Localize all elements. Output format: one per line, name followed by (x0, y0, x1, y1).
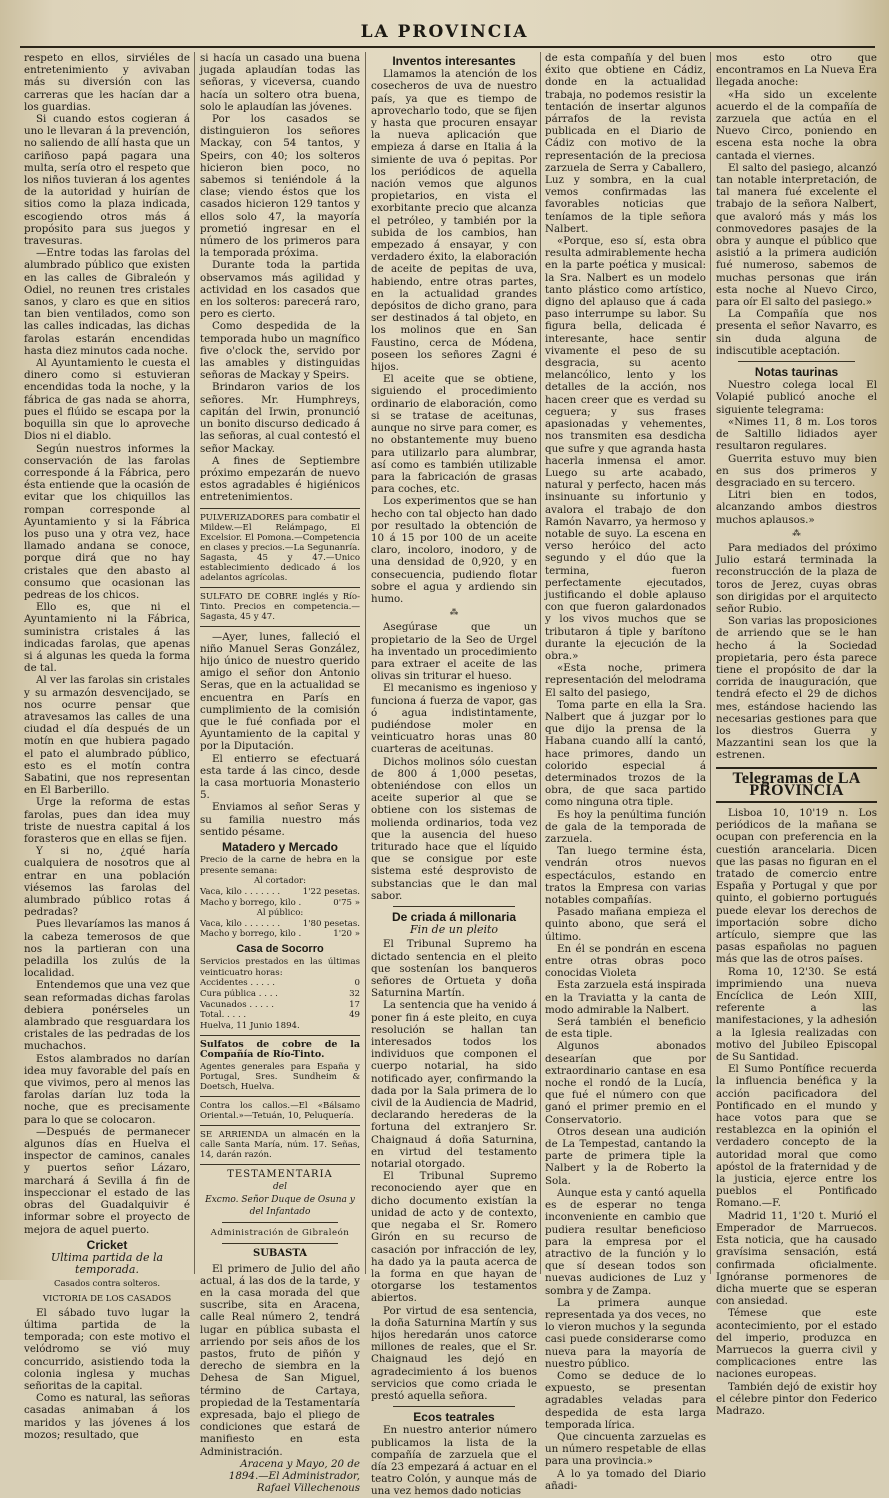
paragraph: Estos alambrados no darían idea muy favorable del país en que vivimos, pero al menos las farolas darían luz toda la noche, que es precisamente para lo que se colocaron. (24, 1052, 190, 1126)
row-value: 17 (349, 999, 360, 1010)
row-value: 49 (349, 1010, 360, 1021)
section-subheading: Ultima partida de la temporada. (50, 1250, 164, 1277)
advertisement: Contra los callos.—El «Bálsamo Oriental.»—Tetuán, 10, Peluquería. (200, 1101, 360, 1122)
column-2 (200, 52, 361, 1495)
section-heading-matadero: Matadero y Mercado (221, 839, 339, 854)
section-subheading: Fin de un pleito (409, 923, 499, 937)
divider (222, 1222, 338, 1223)
advertisement-title: Sulfatos de cobre de la Compañía de Río-Tinto. (200, 1039, 360, 1061)
services-table (200, 957, 360, 1031)
paragraph: —Después de permanecer algunos días en Huelva el inspector de caminos, canales y puertos señor Lázaro, marchará á Sevilla á fin de inspeccionar el estado de las obras del Guadalquivir é informar sobre el proyecto de mejora de aquel puerto. (24, 1125, 190, 1236)
paragraph: El sábado tuvo lugar la última partida de la temporada; con este motivo el velódromo se vió muy concurrido, asistiendo toda la colonia inglesa y muchas señoritas de la capital. (24, 1306, 190, 1392)
paragraph: Enviamos al señor Seras y su familia nuestro más sentido pésame. (200, 801, 360, 838)
column-divider (710, 52, 711, 1274)
paragraph: «Ha sido un excelente acuerdo el de la compañía de zarzuela que actúa en el Nuevo Circo, poniendo en escena esta noche la obra cantada el viernes. (716, 88, 877, 162)
row-label: Total. . . . . (200, 1010, 247, 1021)
table-group-label: Al cortador: (253, 876, 307, 887)
paragraph: Al Ayuntamiento le cuesta el dinero como si estuvieran encendidas toda la noche, y la fábrica de gas nada se ahorra, pues el flúido se escapa por la boquilla sin que lo aproveche Dios ni el diablo. (24, 357, 190, 443)
divider (200, 508, 360, 509)
date-line: Huelva, 11 Junio 1894. (200, 1020, 300, 1031)
notice-heading: SUBASTA (252, 1248, 308, 1260)
paragraph: Toma parte en ella la Sra. Nalbert que á juzgar por lo que dijo la prensa de la Habana cuando allí la cantó, hace primores, dando un colorido especial á determinados trozos de la obra, de que saca partido como ninguna otra tiple. (545, 698, 706, 809)
paragraph: Como se deduce de lo expuesto, se presentan agradables veladas para despedida de esta larga temporada lírica. (545, 1369, 706, 1431)
table-row (200, 898, 360, 909)
divider (738, 361, 855, 362)
signature-line: Aracena y Mayo, 20 de 1894.—El Administrador, Rafael Villechenous (228, 1457, 360, 1495)
row-value: 0 (354, 978, 360, 989)
section-subheading: Casados contra solteros. (53, 1279, 161, 1290)
advertisement: SE ARRIENDA un almacén en la calle Santa María, núm. 17. Señas, 14, darán razón. (200, 1130, 360, 1161)
notice-subtitle: Excmo. Señor Duque de Osuna y del Infantado (205, 1194, 355, 1217)
divider (393, 1406, 515, 1407)
divider (200, 1096, 360, 1097)
table-row (200, 978, 360, 989)
advertisement (200, 1040, 360, 1060)
paragraph: Si cuando estos cogieran á uno le llevaran á la prevención, no saliendo de allí hasta que un cariñoso papá pagara una multa, sería otro el respeto que los niños tuvieran á los agentes de la autoridad y huirían de sitios como la plaza indicada, escogiendo otros más á propósito para sus juegos y travesuras. (24, 113, 190, 248)
column-divider (365, 52, 366, 1274)
separator-stars: ⁂ (792, 528, 801, 539)
paragraph: Como despedida de la temporada hubo un magnífico five o'clock the, servido por las amables y distinguidas señoras de Mackay y Speirs. (200, 320, 360, 382)
row-value: 1'20 » (333, 929, 360, 940)
section-heading-socorro: Casa de Socorro (236, 942, 324, 955)
paragraph: mos esto otro que encontramos en La Nueva Era llegada anoche: (716, 52, 877, 89)
paragraph: Asegúrase que un propietario de la Seo de Urgel ha inventado un procedimiento para extraer el aceite de las olivas sin triturar el hueso. (371, 621, 537, 683)
row-value: 32 (349, 988, 360, 999)
paragraph: Madrid 11, 1'20 t. Murió el Emperador de Marruecos. Esta noticia, que ha causado gravísima sensación, está confirmada oficialmente. Ignóranse pormenores de dicha muerte que se esperan con ansiedad. (716, 1209, 877, 1308)
divider (200, 1035, 360, 1036)
paragraph: Que cincuenta zarzuelas es un número respetable de ellas para una provincia.» (545, 1430, 706, 1468)
paragraph: Pues llevaríamos las manos á la cabeza temerosos de que nos la partieran con una peladilla los zulús de la localidad. (24, 918, 190, 980)
separator-stars: ⁂ (449, 608, 459, 619)
paragraph: Roma 10, 12'30. Se está imprimiendo una nueva Encíclica de León XIII, referente a las manifestaciones, y la adhesión a la Iglesia realizadas con motivo del Jubileo Episcopal de Su Santidad. (716, 965, 877, 1064)
paragraph: Esta zarzuela está inspirada en la Traviatta y la canta de modo admirable la Nalbert. (545, 979, 706, 1016)
divider (200, 1125, 360, 1126)
column-1 (24, 52, 190, 1441)
notice-subtitle: Administración de Gibraleón (210, 1228, 350, 1239)
row-label: Vaca, kilo . . . . . . . (200, 886, 281, 897)
section-heading-criada: De criada á millonaria (391, 910, 517, 925)
paragraph: El Tribunal Supremo reconociendo ayer que en dicho documento existían la unidad de acto y de contexto, que negaba el Sr. Romero Girón en su recurso de casación por infracción de ley, ha dado ya la pauta acerca de la forma en que hayan de otorgarse los testamentos abiertos. (371, 1170, 537, 1305)
paragraph: Por virtud de esa sentencia, la doña Saturnina Martín y sus hijos heredarán unos catorce millones de reales, que el Sr. Chaignaud les dejó en agradecimiento á los buenos servicios que como criada le prestó aquella señora. (371, 1304, 537, 1402)
divider (200, 1164, 360, 1165)
notice-title: TESTAMENTARIA (227, 1169, 333, 1181)
paragraph: Dichos molinos sólo cuestan de 800 á 1,000 pesetas, obteniéndose con ellos un aceite superior al que se obtiene con los sistemas de molienda ordinarios, toda vez que la ausencia del hueso triturado hace que el líquido que se consigue por este sistema esté desprovisto de substancias que le dan mal sabor. (371, 755, 537, 902)
paragraph: Según nuestros informes la conservación de las farolas corresponde á la Fábrica, pero ésta entiende que la ocasión de evitar que los chiquillos las rompan corresponde al Ayuntamiento y si la Fábrica los puso una y otra vez, hace llamado andana se conoce, porque dirá que no hay cristales que den abasto al consumo que ocasionan las pedreas de los chicos. (24, 442, 190, 601)
paragraph: Litri bien en todos, alcanzando ambos diestros muchos aplausos.» (716, 489, 877, 526)
row-label: Cura pública . . . . (200, 988, 278, 999)
paragraph: —Entre todas las farolas del alumbrado público que existen en las calles de Gibraleón y Odiel, no reunen tres cristales sanos, y claro es que en sitios tan bien ventilados, como son las calles indicadas, las dichas farolas estarán encendidas hasta diez minutos cada noche. (24, 247, 190, 357)
advertisement: PULVERIZADORES para combatir el Mildew.—El Relámpago, El Excelsior. El Pomona.—Competencia en clases y precios.—La Segunanría. Sagasta, 45 y 47.—Unico establecimiento dedicado á los adelantos agrícolas. (200, 512, 360, 583)
row-label: Accidentes . . . . . (200, 978, 275, 989)
paragraph: Tan luego termine ésta, vendrán otros nuevos espectáculos, estando en tratos la Empresa con varias notables compañías. (545, 845, 706, 907)
paragraph: En él se pondrán en escena entre otras obras poco conocidas Violeta (545, 942, 706, 980)
table-row (200, 919, 360, 930)
paragraph: «Nimes 11, 8 m. Los toros de Saltillo lidiados ayer resultaron regulares. (716, 415, 877, 453)
paragraph: Al ver las farolas sin cristales y su armazón desvencijado, se nos ocurre pensar que atravesamos las calles de una ciudad el día después de un motín en que hubiera pagado el pato el alumbrado público, esto es el motín contra Sabatini, que nos representan en El Barberillo. (24, 674, 190, 797)
paragraph: La primera aunque representada ya dos veces, no lo vieron muchos y la segunda casi puede considerarse como nueva para la mayoría de nuestro público. (545, 1296, 706, 1370)
row-value: 1'80 pesetas. (302, 918, 360, 929)
paragraph: Por los casados se distinguieron los señores Mackay, con 54 tantos, y Speirs, con 40; los solteros hicieron bien poco, no sabemos si teniéndole á la clase; viendo éstos que los casados hicieron 129 tantos y ellos solo 47, la mayoría prometió ingresar en el número de los primeros para la temporada próxima. (200, 113, 360, 260)
paragraph: Durante toda la partida observamos más agilidad y actividad en los casados que en los solteros: parecerá raro, pero es cierto. (200, 259, 360, 321)
paragraph: Entendemos que una vez que sean reformadas dichas farolas debiera ponérseles un alambrado que resguardara los cristales de las pedradas de los muchachos. (24, 979, 190, 1053)
paragraph: Son varias las proposiciones de arriendo que se le han hecho á la Sociedad propietaria, pero ésta parece tiene el propósito de dar la corrida de inauguración, que tendrá efecto el 29 de dichos mes, estándose haciendo las necesarias gestiones para que los diestros Guerra y Mazzantini sean los que la estrenen. (716, 615, 877, 762)
price-table (200, 855, 360, 940)
paragraph: Otros desean una audición de La Tempestad, cantando la parte de primera tiple la Nalbert y la de Roberto la Sola. (545, 1125, 706, 1187)
paragraph: El aceite que se obtiene, siguiendo el procedimiento ordinario de elaboración, como si se tratase de aceitunas, aunque no sirve para comer, es no obstantemente muy bueno para utilizarlo para alumbrar, así como es también utilizable para la fabricación de grasas para coches, etc. (371, 373, 537, 496)
notice-subtitle: del (273, 1182, 287, 1193)
paragraph: El Sumo Pontífice recuerda la influencia benéfica y la acción pacificadora del Pontificado en el mundo y hace votos para que se restablezca en la opinión el verdadero concepto de la autoridad moral que como apóstol de la fraternidad y de la justicia, ejerce entre los pueblos el Pontificado Romano.—F. (716, 1063, 877, 1210)
paragraph: Ello es, que ni el Ayuntamiento ni la Fábrica, suministra cristales á las indicadas farolas, que apenas si á algunas les queda la forma de tal. (24, 601, 190, 675)
advertisement: SULFATO DE COBRE inglés y Río-Tinto. Precios en competencia.—Sagasta, 45 y 47. (200, 591, 360, 622)
section-heading-inventos: Inventos interesantes (392, 54, 516, 68)
section-heading-telegramas: Telegramas de LA PROVINCIA (716, 767, 877, 803)
paragraph: El entierro se efectuará esta tarde á las cinco, desde la casa mortuoria Monasterio 5. (200, 752, 360, 802)
paragraph: respeto en ellos, sirviéles de entretenimiento y avivaban más su diversión con las carreras que les hacían dar a los guardias. (24, 52, 190, 113)
table-group-label: Al público: (256, 908, 304, 919)
section-heading-taurinas: Notas taurinas (754, 365, 839, 380)
divider (222, 1243, 338, 1244)
table-row (200, 1000, 360, 1011)
column-divider (540, 52, 541, 1274)
table-row (200, 989, 360, 1000)
table-caption: Servicios prestados en las últimas veinticuatro horas: (200, 957, 360, 978)
paragraph: La sentencia que ha venido á poner fin á este pleito, en cuya resolución se hallan tan interesados todos los individuos que componen el cuerpo notarial, ha sido notificado ayer, confirmando la dada por la Sala primera de lo civil de la Audiencia de Madrid, declarando herederas de la fortuna del extranjero Sr. Chaignaud á doña Saturnina, en virtud del testamento notarial otorgado. (371, 999, 537, 1171)
column-divider (194, 52, 195, 1274)
paragraph: Urge la reforma de estas farolas, pues dan idea muy triste de nuestra capital á los forasteros que en ellas se fijen. (24, 796, 190, 845)
advertisement: Agentes generales para España y Portugal, Sres. Sundheim & Doetsch, Huelva. (200, 1062, 360, 1093)
paragraph: «Porque, eso sí, esta obra resulta admirablemente hecha en la parte poética y musical: la Sra. Nalbert es un modelo tanto plástico como artístico, digno del aplauso que á cada paso interrumpe su labor. Su figura bella, delicada é interesante, hace sentir vivamente el peso de su desgracia, su acento melancólico, lento y los detalles de la acción, nos hacen creer que es verdad su ceguera; y sus frases apasionadas y vehementes, nos transmiten esa desdicha que sufre y que agranda hasta hacerla inmensa el amor. Luego su arte acabado, natural y perfecto, hacen más insinuante su infortunio y avalora el trabajo de don Ramón Navarro, ya hermoso y notable de suyo. La escena en verso heróico del acto segundo y el dúo que la termina, fueron perfectamente ejecutados, justificando el doble aplauso con que fueron galardonados y los vivos muchos que se tributaron á tiple y barítono durante la ejecución de la obra.» (545, 235, 706, 662)
divider (200, 587, 360, 588)
paragraph: Témese que este acontecimiento, por el estado del imperio, produzca en Marruecos la guerra civil y complicaciones entre las naciones europeas. (716, 1307, 877, 1381)
paragraph: A lo ya tomado del Diario añadi- (545, 1467, 706, 1492)
top-rule (20, 46, 875, 48)
paragraph: Aunque esta y cantó aquella es de esperar no tenga inconveniente en cambio que pudiera resultar beneficioso para la empresa por el atractivo de la función y lo que sí desean todos son nuevas audiciones de Luz y sombra y de Zampa. (545, 1186, 706, 1297)
table-row (200, 887, 360, 898)
section-heading-cricket: Cricket (86, 1237, 128, 1252)
paragraph: Algunos abonados desearían que por extraordinario cantase en esa noche el rondó de la Lucía, que fué el número con que ganó el primer premio en el Conservatorio. (545, 1040, 706, 1126)
paragraph: A fines de Septiembre próximo empezarán de nuevo estos agradables é higiénicos entretenimientos. (200, 454, 360, 504)
paragraph: También dejó de existir hoy el célebre pintor don Federico Madrazo. (716, 1380, 877, 1417)
table-row-total (200, 1010, 360, 1021)
row-value: 1'22 pesetas. (302, 886, 360, 897)
row-label: Macho y borrego, kilo . (200, 929, 302, 940)
column-4 (545, 52, 706, 1492)
paragraph: En nuestro anterior número publicamos la lista de la compañía de zarzuela que el día 23 empezará á actuar en el teatro Colón, y aunque más de una vez hemos dado noticias (371, 1424, 537, 1498)
paragraph: Para mediados del próximo Julio estará terminada la reconstrucción de la plaza de toros de Jerez, cuyas obras son dirigidas por el arquitecto señor Rubio. (716, 541, 877, 615)
paragraph: Es hoy la penúltima función de gala de la temporada de zarzuela. (545, 808, 706, 845)
section-subheading: VICTORIA DE LOS CASADOS (42, 1293, 172, 1304)
divider (393, 906, 515, 907)
paragraph: El salto del pasiego, alcanzó tan notable interpretación, de tal manera fué excelente el trabajo de la señora Nalbert, que avaloró más y más los conmovedores pasajes de la obra y aunque el público que asistió a la primera audición fué numeroso, sabemos de muchas personas que irán esta noche al Nuevo Circo, para oír El salto del pasiego.» (716, 161, 877, 309)
paragraph: La Compañía que nos presenta el señor Navarro, es sin duda alguna de indiscutible aceptación. (716, 308, 877, 357)
paragraph: Será también el beneficio de esta tiple. (545, 1016, 706, 1041)
row-value: 0'75 » (333, 897, 360, 908)
paragraph: Como es natural, las señoras casadas animaban á los maridos y las jóvenes á los mozos; resultado, que (24, 1392, 190, 1441)
paragraph: «Esta noche, primera representación del melodrama El salto del pasiego, (545, 662, 706, 699)
paragraph: El primero de Julio del año actual, á las dos de la tarde, y en la casa morada del que suscribe, sita en Aracena, calle Real número 2, tendrá lugar en pública subasta el arriendo por seis años de los pastos, fruto de piñón y derecho de siembra en la Dehesa de San Miguel, término de Cartaya, propiedad de la Testamentaría expresada, bajo el pliego de condiciones que estará de manifiesto en esta Administración. (200, 1262, 360, 1458)
paragraph: El Tribunal Supremo ha dictado sentencia en el pleito que sostenían los banqueros señores de Ortueta y doña Saturnina Martín. (371, 938, 537, 1000)
notice-header (200, 1169, 360, 1244)
table-caption: Precio de la carne de hebra en la presente semana: (200, 855, 360, 876)
paragraph: Nuestro colega local El Volapié publicó anoche el siguiente telegrama: (716, 379, 877, 416)
paragraph: Brindaron varios de los señores. Mr. Humphreys, capitán del Irwin, pronunció un bonito discurso dedicado á las señoras, al cual contestó el señor Mackay. (200, 381, 361, 455)
paragraph: si hacía un casado una buena jugada aplaudían todas las señoras, y viceversa, cuando hacía un soltero otra buena, solo le aplaudían las jóvenes. (200, 52, 360, 113)
column-3 (371, 52, 537, 1498)
paragraph: de esta compañía y del buen éxito que obtiene en Cádiz, donde en la actualidad trabaja, no podemos resistir la tentación de insertar algunos párrafos de la revista publicada en el Diario de Cádiz con motivo de la representación de la preciosa zarzuela de Serra y Caballero, Luz y sombra, en la cual vemos confirmadas las favorables noticias que teníamos de la tiple señora Nalbert. (545, 52, 706, 235)
paragraph: Lisboa 10, 10'19 n. Los periódicos de la mañana se ocupan con preferencia en la cuestión arancelaria. Dicen que las pasas no figuran en el tratado de comercio entre España y Portugal y que por quinto, el gobierno portugués puede elevar los derechos de importación sobre dicho artículo, siempre que las pasas españolas no paguen más que las de otros países. (716, 806, 877, 966)
paragraph: Guerrita estuvo muy bien en sus dos primeros y desgraciado en su tercero. (716, 452, 877, 489)
masthead: LA PROVINCIA (360, 22, 529, 42)
paragraph: Y si no, ¿qué haría cualquiera de nosotros que al entrar en una población viésemos las farolas del alumbrado público rotas á pedradas? (24, 845, 190, 919)
row-label: Vacunados . . . . . (200, 999, 274, 1010)
row-label: Vaca, kilo . . . . . . . (200, 918, 281, 929)
section-heading-ecos: Ecos teatrales (413, 1410, 495, 1425)
paragraph: Pasado mañana empieza el quinto abono, que será el último. (545, 906, 706, 943)
paragraph: Los experimentos que se han hecho con tal objecto han dado por resultado la obtención de 10 á 15 por 100 de un aceite claro, incoloro, inodoro, y de una densidad de 0,920, y en consecuencia, pudiendo flotar sobre el agua y ardiendo sin humo. (371, 495, 537, 605)
paragraph: El mecanismo es ingenioso y funciona á fuerza de vapor, gas ó agua indistintamente, pudiéndose moler en veinticuatro horas unas 80 cuarteras de aceitunas. (371, 682, 537, 756)
divider (200, 626, 360, 627)
row-label: Macho y borrego, kilo . (200, 897, 302, 908)
column-5 (716, 52, 877, 1417)
table-row (200, 929, 360, 940)
paragraph: —Ayer, lunes, falleció el niño Manuel Seras González, hijo único de nuestro querido amigo el señor don Antonio Seras, que en la actualidad se encuentra en París en cumplimiento de la comisión que le fué confiada por el Ayuntamiento de la capital y por la Diputación. (200, 630, 360, 753)
paragraph: Llamamos la atención de los cosecheros de uva de nuestro país, ya que es tiempo de aprovecharlo todo, que se fijen y hasta que procuren ensayar la nueva aplicación que empieza á darse en Italia á la simiente de uva ó pepitas. Por los periódicos de aquella nación vemos que algunos propietarios, en vista el exorbitante precio que alcanza el petróleo, y también por la subida de los cambios, han empezado á ensayar, y con verdadero éxito, la elaboración de aceite de pepitas de uva, habiendo, entre otras partes, en la actualidad grandes depósitos de dicho grano, para ser destinados á tal objeto, en los molinos que en San Faustino, cerca de Módena, poseen los señores Zagni é hijos. (371, 68, 537, 374)
